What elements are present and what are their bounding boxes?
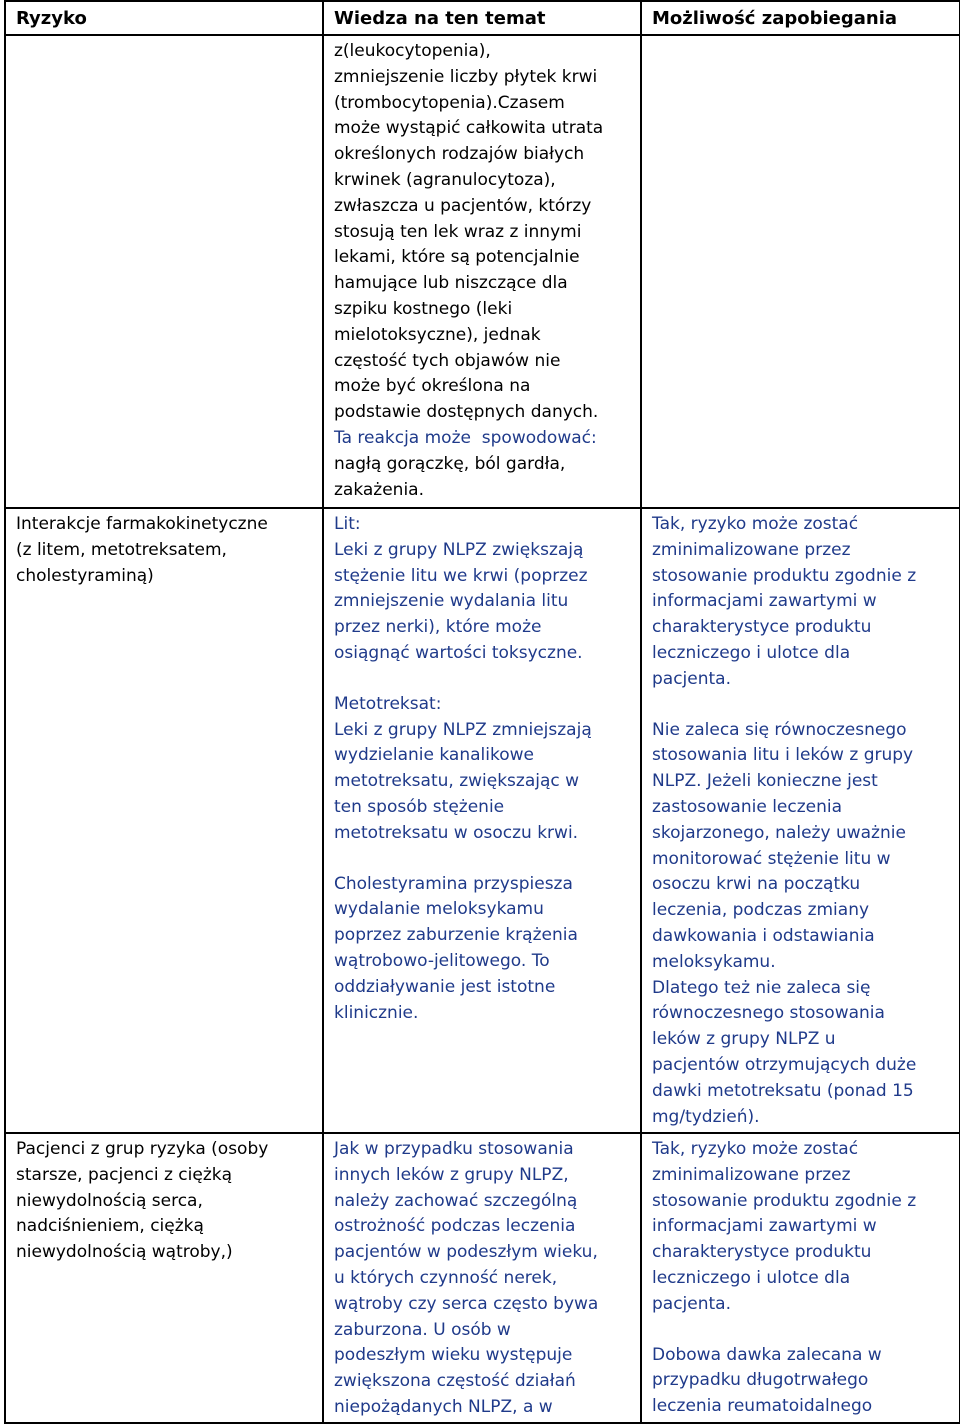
text-line: skojarzonego, należy uważnie xyxy=(652,822,906,843)
paragraph-gap xyxy=(652,1318,949,1343)
text-line: Leki z grupy NLPZ zmniejszają xyxy=(334,719,592,740)
risk-cell xyxy=(5,35,323,508)
text-line: zakażenia. xyxy=(334,479,425,500)
text-line: szpiku kostnego (leki xyxy=(334,298,513,319)
text-line: zwiększona częstość działań xyxy=(334,1371,576,1392)
text-line: przypadku długotrwałego xyxy=(652,1370,869,1391)
text-line: ostrożność podczas leczenia xyxy=(334,1216,576,1237)
text-line: charakterystyce produktu xyxy=(652,617,872,638)
text-line: nagłą gorączkę, ból gardła, xyxy=(334,453,566,474)
text-line: zmniejszenie liczby płytek krwi xyxy=(334,66,598,87)
text-line: należy zachować szczególną xyxy=(334,1190,578,1211)
text-line: niewydolnością serca, xyxy=(16,1190,203,1211)
text-line: pacjenta. xyxy=(652,668,731,689)
text-line: metotreksatu, zwiększając w xyxy=(334,771,580,792)
text-line: stosowanie produktu zgodnie z xyxy=(652,1190,917,1211)
text-line: zastosowanie leczenia xyxy=(652,796,843,817)
header-knowledge: Wiedza na ten temat xyxy=(323,1,641,35)
text-line: osoczu krwi na początku xyxy=(652,874,861,895)
prevention-cell xyxy=(641,35,960,508)
text-line: klinicznie. xyxy=(334,1002,419,1023)
text-line: lekami, które są potencjalnie xyxy=(334,247,580,268)
risk-table xyxy=(4,0,960,1424)
text-line: ten sposób stężenie xyxy=(334,796,505,817)
knowledge-cell xyxy=(323,35,641,508)
table-row xyxy=(5,508,960,1133)
text-line: wydzielanie kanalikowe xyxy=(334,745,534,766)
text-line: dawkowania i odstawiania xyxy=(652,925,875,946)
text-line: wątrobowo-jelitowego. To xyxy=(334,950,550,971)
text-line: Dlatego też nie zaleca się xyxy=(652,977,871,998)
text-line: Interakcje farmakokinetyczne xyxy=(16,514,268,534)
risk-cell xyxy=(5,508,323,1133)
text-line: (z litem, metotreksatem, xyxy=(16,539,227,560)
text-line: krwinek (agranulocytoza), xyxy=(334,169,556,190)
header-risk: Ryzyko xyxy=(5,1,323,35)
text-line: hamujące lub niszczące dla xyxy=(334,273,568,294)
text-line: NLPZ. Jeżeli konieczne jest xyxy=(652,771,878,792)
text-line: leczniczego i ulotce dla xyxy=(652,642,851,663)
text-line: przez nerki), które może xyxy=(334,617,542,638)
text-line: informacjami zawartymi w xyxy=(652,1216,877,1237)
table-row xyxy=(5,35,960,508)
text-line: cholestyraminą) xyxy=(16,565,154,586)
text-line: pacjentów otrzymujących duże xyxy=(652,1054,917,1075)
text-line: Ta reakcja może spowodować: xyxy=(334,427,597,448)
text-line: Jak w przypadku stosowania xyxy=(334,1139,574,1159)
text-line: starsze, pacjenci z ciężką xyxy=(16,1164,233,1185)
text-line: leków z grupy NLPZ u xyxy=(652,1029,836,1050)
text-line: stosują ten lek wraz z innymi xyxy=(334,221,582,242)
text-line: Leki z grupy NLPZ zwiększają xyxy=(334,539,584,560)
text-line: Tak, ryzyko może zostać xyxy=(652,1139,859,1159)
text-line: podeszłym wieku występuje xyxy=(334,1345,573,1366)
table-header-row xyxy=(5,1,960,35)
text-line: podstawie dostępnych danych. xyxy=(334,402,599,423)
text-line: (trombocytopenia).Czasem xyxy=(334,92,565,113)
text-line: Pacjenci z grup ryzyka (osoby xyxy=(16,1139,269,1159)
risk-cell xyxy=(5,1133,323,1423)
text-line: informacjami zawartymi w xyxy=(652,591,877,612)
knowledge-cell xyxy=(323,1133,641,1423)
text-line: równoczesnego stosowania xyxy=(652,1003,885,1024)
text-line: stosowania litu i leków z grupy xyxy=(652,745,914,766)
text-line: częstość tych objawów nie xyxy=(334,350,561,371)
text-line: Lit: xyxy=(334,514,361,534)
text-line: niewydolnością wątroby,) xyxy=(16,1242,233,1263)
paragraph-gap xyxy=(652,693,949,718)
paragraph-gap xyxy=(334,667,630,692)
text-line: z(leukocytopenia), xyxy=(334,41,491,61)
text-line: zaburzona. U osób w xyxy=(334,1319,511,1340)
text-line: może być określona na xyxy=(334,376,531,397)
text-line: leczniczego i ulotce dla xyxy=(652,1267,851,1288)
text-line: stężenie litu we krwi (poprzez xyxy=(334,565,588,586)
text-line: Cholestyramina przyspiesza xyxy=(334,873,573,894)
text-line: charakterystyce produktu xyxy=(652,1242,872,1263)
text-line: pacjenta. xyxy=(652,1293,731,1314)
table-row xyxy=(5,1133,960,1423)
text-line: meloksykamu. xyxy=(652,951,776,972)
text-line: zminimalizowane przez xyxy=(652,539,851,560)
text-line: pacjentów w podeszłym wieku, xyxy=(334,1242,598,1263)
header-prevention: Możliwość zapobiegania xyxy=(641,1,960,35)
text-line: zwłaszcza u pacjentów, którzy xyxy=(334,195,592,216)
text-line: wydalanie meloksykamu xyxy=(334,899,544,920)
text-line: leczenia reumatoidalnego xyxy=(652,1396,873,1417)
knowledge-cell xyxy=(323,508,641,1133)
text-line: mielotoksyczne), jednak xyxy=(334,324,541,345)
text-line: nadciśnieniem, ciężką xyxy=(16,1216,204,1237)
text-line: leczenia, podczas zmiany xyxy=(652,900,870,921)
text-line: metotreksatu w osoczu krwi. xyxy=(334,822,579,843)
paragraph-gap xyxy=(334,847,630,872)
text-line: u których czynność nerek, xyxy=(334,1267,558,1288)
text-line: osiągnąć wartości toksyczne. xyxy=(334,642,583,663)
text-line: stosowanie produktu zgodnie z xyxy=(652,565,917,586)
text-line: określonych rodzajów białych xyxy=(334,144,585,165)
prevention-cell xyxy=(641,1133,960,1423)
text-line: mg/tydzień). xyxy=(652,1106,760,1127)
text-line: innych leków z grupy NLPZ, xyxy=(334,1164,569,1185)
text-line: oddziaływanie jest istotne xyxy=(334,976,556,997)
text-line: monitorować stężenie litu w xyxy=(652,848,891,869)
text-line: dawki metotreksatu (ponad 15 xyxy=(652,1080,914,1101)
prevention-cell xyxy=(641,508,960,1133)
text-line: poprzez zaburzenie krążenia xyxy=(334,925,578,946)
text-line: wątroby czy serca często bywa xyxy=(334,1293,599,1314)
text-line: może wystąpić całkowita utrata xyxy=(334,118,604,139)
text-line: Dobowa dawka zalecana w xyxy=(652,1344,882,1365)
text-line: Metotreksat: xyxy=(334,693,442,714)
text-line: zmniejszenie wydalania litu xyxy=(334,591,569,612)
text-line: zminimalizowane przez xyxy=(652,1164,851,1185)
text-line: Tak, ryzyko może zostać xyxy=(652,514,859,534)
text-line: niepożądanych NLPZ, a w xyxy=(334,1396,553,1417)
text-line: Nie zaleca się równoczesnego xyxy=(652,719,907,740)
